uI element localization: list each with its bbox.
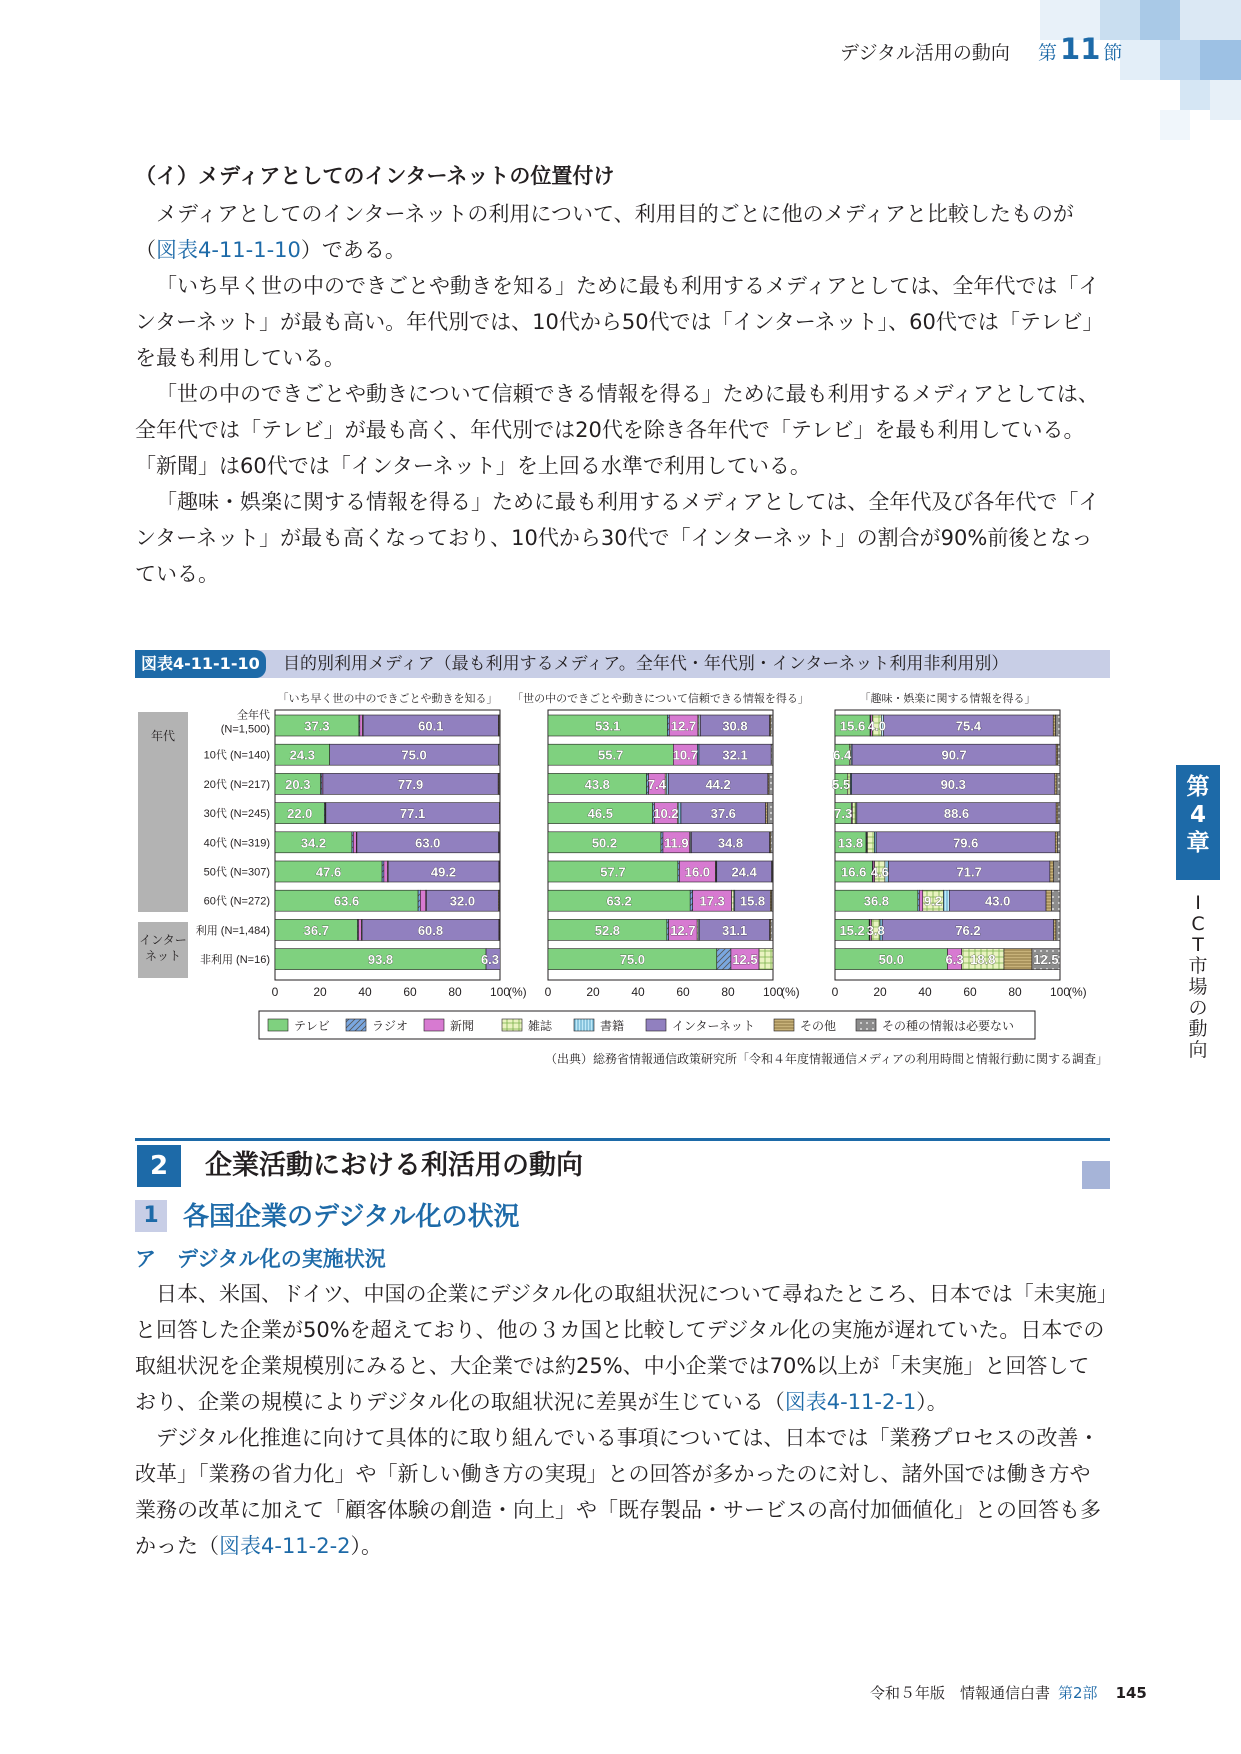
x-tick-label: 80 xyxy=(1008,985,1022,999)
x-tick-label: 100 xyxy=(1049,985,1071,999)
data-label: 93.8 xyxy=(367,952,394,968)
subsection-heading: （イ）メディアとしてのインターネットの位置付け xyxy=(135,164,615,188)
x-tick-label: 20 xyxy=(586,985,600,999)
data-label: 9.2 xyxy=(924,893,943,909)
legend-swatch xyxy=(574,1019,594,1031)
data-label: 50.2 xyxy=(591,835,618,851)
x-tick-label: 0 xyxy=(544,985,552,999)
row-label: 20代 (N=217) xyxy=(203,778,270,791)
bar-segment xyxy=(1057,773,1060,794)
data-label: 32.1 xyxy=(722,747,748,763)
section-2-paragraph-2-a: デジタル化推進に向けて具体的に取り組んでいる事項については、日本では「業務プロセスの改善・改革」「業務の省力化」や「新しい働き方の実現」との回答が多かったのに対し、諸外国では働き方や業務の改革に加えて「顧客体験の創造・向上」や「既存製品・サービスの高付加価値化」との回答も多かった（ xyxy=(135,1426,1101,1558)
panel-title: 「世の中のできごとや動きについて信頼できる情報を得る」 xyxy=(512,693,809,705)
bar-segment xyxy=(771,744,773,765)
x-tick-label: 80 xyxy=(721,985,735,999)
row-label: 10代 (N=140) xyxy=(203,749,270,762)
data-label: 16.0 xyxy=(684,864,711,880)
data-label: 44.2 xyxy=(705,776,731,792)
section-2-paragraph-1 xyxy=(135,1276,1110,1420)
paragraph-1-a: メディアとしてのインターネットの利用について、利用目的ごとに他のメディアと比較したものが（ xyxy=(135,202,1074,262)
bar-segment xyxy=(1056,919,1060,940)
x-tick-label: 80 xyxy=(448,985,462,999)
legend-label: インターネット xyxy=(672,1019,755,1033)
data-label: 17.3 xyxy=(699,893,725,909)
data-label: 7.3 xyxy=(834,806,853,822)
row-label: 50代 (N=307) xyxy=(203,866,270,879)
panel-title: 「趣味・娯楽に関する情報を得る」 xyxy=(859,693,1036,705)
subsection-1-number: 1 xyxy=(135,1200,167,1232)
bar-segment xyxy=(772,890,773,911)
chapter-number: 4 xyxy=(1189,802,1206,828)
part-title-vertical: I C T 市 場 の 動 向 xyxy=(1188,892,1208,1061)
x-unit-label: (%) xyxy=(508,985,527,999)
bar-segment xyxy=(360,715,363,736)
data-label: 60.8 xyxy=(417,922,444,938)
section-2-paragraph-1-b: ）。 xyxy=(916,1390,948,1414)
figure-reference-link[interactable]: 図表4-11-1-10 xyxy=(156,238,301,262)
data-label: 57.7 xyxy=(600,864,626,880)
bar-segment xyxy=(420,890,425,911)
data-label: 52.8 xyxy=(594,922,621,938)
page-number: 145 xyxy=(1115,1684,1147,1702)
bar-segment xyxy=(498,744,500,765)
data-label: 76.2 xyxy=(955,922,981,938)
subsection-1-title: 各国企業のデジタル化の状況 xyxy=(183,1202,520,1232)
chapter-prefix: 第 xyxy=(1186,774,1210,800)
bar-segment xyxy=(943,890,949,911)
figure-reference-link[interactable]: 図表4-11-2-1 xyxy=(784,1390,917,1414)
legend-label: その他 xyxy=(800,1019,837,1033)
x-tick-label: 0 xyxy=(831,985,839,999)
data-label: 71.7 xyxy=(956,864,982,880)
data-label: 24.3 xyxy=(289,747,315,763)
legend-swatch xyxy=(646,1019,666,1031)
data-label: 12.5 xyxy=(732,952,758,968)
data-label: 50.0 xyxy=(878,952,904,968)
legend-label: 新聞 xyxy=(450,1019,475,1033)
data-label: 37.3 xyxy=(304,718,330,734)
data-label: 88.6 xyxy=(943,806,970,822)
bar-segment xyxy=(499,832,500,853)
data-label: 60.1 xyxy=(418,718,444,734)
data-label: 34.2 xyxy=(300,835,327,851)
bar-segment xyxy=(666,773,668,794)
figure-source: （出典）総務省情報通信政策研究所「令和４年度情報通信メディアの利用時間と情報行動に関する調査」 xyxy=(544,1052,1108,1066)
data-label: 3.8 xyxy=(866,922,885,938)
bar-segment xyxy=(732,890,734,911)
data-label: 6.4 xyxy=(833,747,852,763)
bar-segment xyxy=(358,919,361,940)
section-2-heading xyxy=(135,1138,1110,1191)
x-tick-label: 20 xyxy=(313,985,327,999)
section-2-decoration xyxy=(1082,1161,1110,1189)
panel-title: 「いち早く世の中のできごとや動きを知る」 xyxy=(277,693,498,705)
x-tick-label: 60 xyxy=(963,985,977,999)
x-tick-label: 60 xyxy=(403,985,417,999)
data-label: 20.3 xyxy=(285,776,311,792)
section-2-title: 企業活動における利活用の動向 xyxy=(205,1150,583,1181)
legend-swatch xyxy=(268,1019,288,1031)
data-label: 49.2 xyxy=(430,864,457,880)
chapter-suffix: 章 xyxy=(1186,830,1210,856)
data-label: 46.5 xyxy=(587,806,613,822)
data-label: 63.0 xyxy=(415,835,441,851)
bar-segment xyxy=(767,803,773,824)
bar-segment xyxy=(1053,715,1055,736)
bar-segment xyxy=(499,803,500,824)
data-label: 63.2 xyxy=(606,893,632,909)
data-label: 15.6 xyxy=(839,718,866,734)
bar-segment xyxy=(499,715,500,736)
page-footer xyxy=(870,1682,1147,1703)
row-label: 非利用 (N=16) xyxy=(200,954,270,967)
section-2-body xyxy=(135,1276,1110,1564)
bar-segment xyxy=(1054,919,1056,940)
internet-group-label: ネット xyxy=(144,949,182,963)
data-label: 32.0 xyxy=(449,893,476,909)
subsection-a-heading: ア デジタル化の実施状況 xyxy=(135,1247,386,1271)
data-label: 77.9 xyxy=(397,776,424,792)
data-label: 4.0 xyxy=(867,718,886,734)
data-label: 12.7 xyxy=(670,718,697,734)
section-title: デジタル活用の動向 xyxy=(840,42,1010,64)
legend-swatch xyxy=(502,1019,522,1031)
data-label: 13.8 xyxy=(837,835,864,851)
x-tick-label: 20 xyxy=(873,985,887,999)
section-suffix: 節 xyxy=(1103,42,1123,64)
x-tick-label: 60 xyxy=(676,985,690,999)
paragraph-3: 「世の中のできごとや動きについて信頼できる情報を得る」ために最も利用するメディアとしては、全年代では「テレビ」が最も高く、年代別では20代を除き各年代で「テレビ」を最も利用している。「新聞」は60代では「インターネット」を上回る水準で利用している。 xyxy=(135,382,1099,478)
data-label: 36.8 xyxy=(863,893,890,909)
data-label: 36.7 xyxy=(303,922,329,938)
data-label: 5.5 xyxy=(832,776,851,792)
bar-segment xyxy=(867,832,874,853)
data-label: 12.7 xyxy=(670,922,696,938)
bar-segment xyxy=(353,832,356,853)
bar-segment xyxy=(717,949,731,970)
legend-label: 書籍 xyxy=(600,1019,625,1033)
data-label: 16.6 xyxy=(841,864,867,880)
legend-label: 雑誌 xyxy=(528,1019,553,1033)
x-unit-label: (%) xyxy=(1068,985,1087,999)
x-tick-label: 40 xyxy=(631,985,645,999)
legend-label: ラジオ xyxy=(372,1019,409,1033)
data-label: 30.8 xyxy=(722,718,748,734)
data-label: 6.3 xyxy=(945,952,964,968)
section-2-paragraph-1-a: 日本、米国、ドイツ、中国の企業にデジタル化の取組状況について尋ねたところ、日本では「未実施」と回答した企業が50%を超えており、他の３カ国と比較してデジタル化の実施が遅れていた。日本での取組状況を企業規模別にみると、大企業では約25%、中小企業では70%以上が「未実施」と回答しており、企業の規模によりデジタル化の取組状況に差異が生じている（ xyxy=(135,1282,1108,1414)
data-label: 18.8 xyxy=(970,952,996,968)
data-label: 7.4 xyxy=(647,776,666,792)
bar-segment xyxy=(1055,832,1057,853)
paragraph-1-b: ）である。 xyxy=(300,238,406,262)
row-label: 40代 (N=319) xyxy=(203,837,270,850)
data-label: 75.0 xyxy=(619,952,646,968)
row-label: 30代 (N=245) xyxy=(203,808,270,821)
x-tick-label: 0 xyxy=(271,985,279,999)
data-label: 77.1 xyxy=(399,806,426,822)
bar-segment xyxy=(661,832,663,853)
bar-segment xyxy=(1056,715,1061,736)
figure-number: 図表4-11-1-10 xyxy=(135,650,266,678)
section-2-paragraph-2 xyxy=(135,1420,1110,1564)
row-label: 全年代 xyxy=(237,709,270,722)
data-label: 55.7 xyxy=(598,747,624,763)
data-label: 4.6 xyxy=(870,864,889,880)
section-prefix: 第 xyxy=(1038,42,1058,64)
data-label: 90.7 xyxy=(941,747,967,763)
bar-segment xyxy=(759,949,773,970)
data-label: 75.0 xyxy=(401,747,427,763)
section-number: 11 xyxy=(1060,32,1101,66)
data-label: 12.5 xyxy=(1033,952,1059,968)
footer-edition: 令和５年版 情報通信白書 xyxy=(870,1684,1051,1702)
data-label: 11.9 xyxy=(664,835,689,851)
bar-segment xyxy=(919,890,922,911)
data-label: 43.8 xyxy=(584,776,610,792)
internet-group-label: インター xyxy=(139,933,187,947)
legend-swatch xyxy=(856,1019,876,1031)
bar-segment xyxy=(771,832,773,853)
x-tick-label: 40 xyxy=(358,985,372,999)
paragraph-2: 「いち早く世の中のできごとや動きを知る」ために最も利用するメディアとしては、全年代では「インターネット」が最も高い。年代別では、10代から50代では「インターネット」、60代では「テレビ」を最も利用している。 xyxy=(135,274,1104,370)
bar-segment xyxy=(1050,861,1054,882)
data-label: 31.1 xyxy=(721,922,748,938)
bar-segment xyxy=(769,773,773,794)
legend-swatch xyxy=(346,1019,366,1031)
x-tick-label: 40 xyxy=(918,985,932,999)
section-2-paragraph-2-b: ）。 xyxy=(350,1534,383,1558)
bar-segment xyxy=(772,861,773,882)
bar-segment xyxy=(1055,773,1057,794)
data-label: 63.6 xyxy=(333,893,360,909)
row-label: 利用 (N=1,484) xyxy=(195,924,270,937)
data-label: 34.8 xyxy=(717,835,744,851)
bar-segment xyxy=(499,890,500,911)
bar-segment xyxy=(771,919,773,940)
bar-segment xyxy=(690,890,692,911)
data-label: 43.0 xyxy=(985,893,1011,909)
bar-segment xyxy=(418,890,420,911)
data-label: 10.7 xyxy=(672,747,699,763)
bar-segment xyxy=(499,773,500,794)
data-label: 37.6 xyxy=(710,806,736,822)
bar-segment xyxy=(384,861,388,882)
legend-swatch xyxy=(424,1019,444,1031)
data-label: 75.4 xyxy=(955,718,982,734)
bar-segment xyxy=(1058,744,1060,765)
row-label: 60代 (N=272) xyxy=(203,895,270,908)
row-label: (N=1,500) xyxy=(220,723,270,736)
data-label: 79.6 xyxy=(953,835,979,851)
footer-part: 第2部 xyxy=(1058,1684,1098,1702)
paragraph-4: 「趣味・娯楽に関する情報を得る」ために最も利用するメディアとしては、全年代及び各年代で「インターネット」が最も高くなっており、10代から30代で「インターネット」の割合が90%前後となっている。 xyxy=(135,490,1100,586)
figure-title: 目的別利用メディア（最も利用するメディア。全年代・年代別・インターネット利用非利用別） xyxy=(283,654,1009,674)
data-label: 22.0 xyxy=(287,806,313,822)
data-label: 10.2 xyxy=(653,806,679,822)
bar-segment xyxy=(1058,803,1060,824)
x-unit-label: (%) xyxy=(781,985,800,999)
legend-label: その種の情報は必要ない xyxy=(882,1019,1015,1033)
data-label: 24.4 xyxy=(731,864,757,880)
data-label: 6.3 xyxy=(480,952,500,968)
x-tick-label: 100 xyxy=(762,985,784,999)
bar-segment xyxy=(1053,861,1060,882)
bar-segment xyxy=(1046,890,1051,911)
bar-segment xyxy=(771,715,773,736)
data-label: 47.6 xyxy=(315,864,342,880)
data-label: 90.3 xyxy=(940,776,966,792)
age-group-label: 年代 xyxy=(150,729,176,743)
section-2-number: 2 xyxy=(137,1145,181,1187)
legend-swatch xyxy=(774,1019,794,1031)
figure-reference-link[interactable]: 図表4-11-2-2 xyxy=(219,1534,351,1558)
bar-segment xyxy=(1051,890,1060,911)
bar-segment xyxy=(1004,949,1032,970)
bar-segment xyxy=(852,803,856,824)
bar-segment xyxy=(678,803,681,824)
bar-segment xyxy=(1057,832,1060,853)
x-tick-label: 100 xyxy=(489,985,511,999)
legend-label: テレビ xyxy=(294,1019,330,1033)
data-label: 15.8 xyxy=(739,893,766,909)
data-label: 15.2 xyxy=(839,922,865,938)
data-label: 53.1 xyxy=(595,718,621,734)
